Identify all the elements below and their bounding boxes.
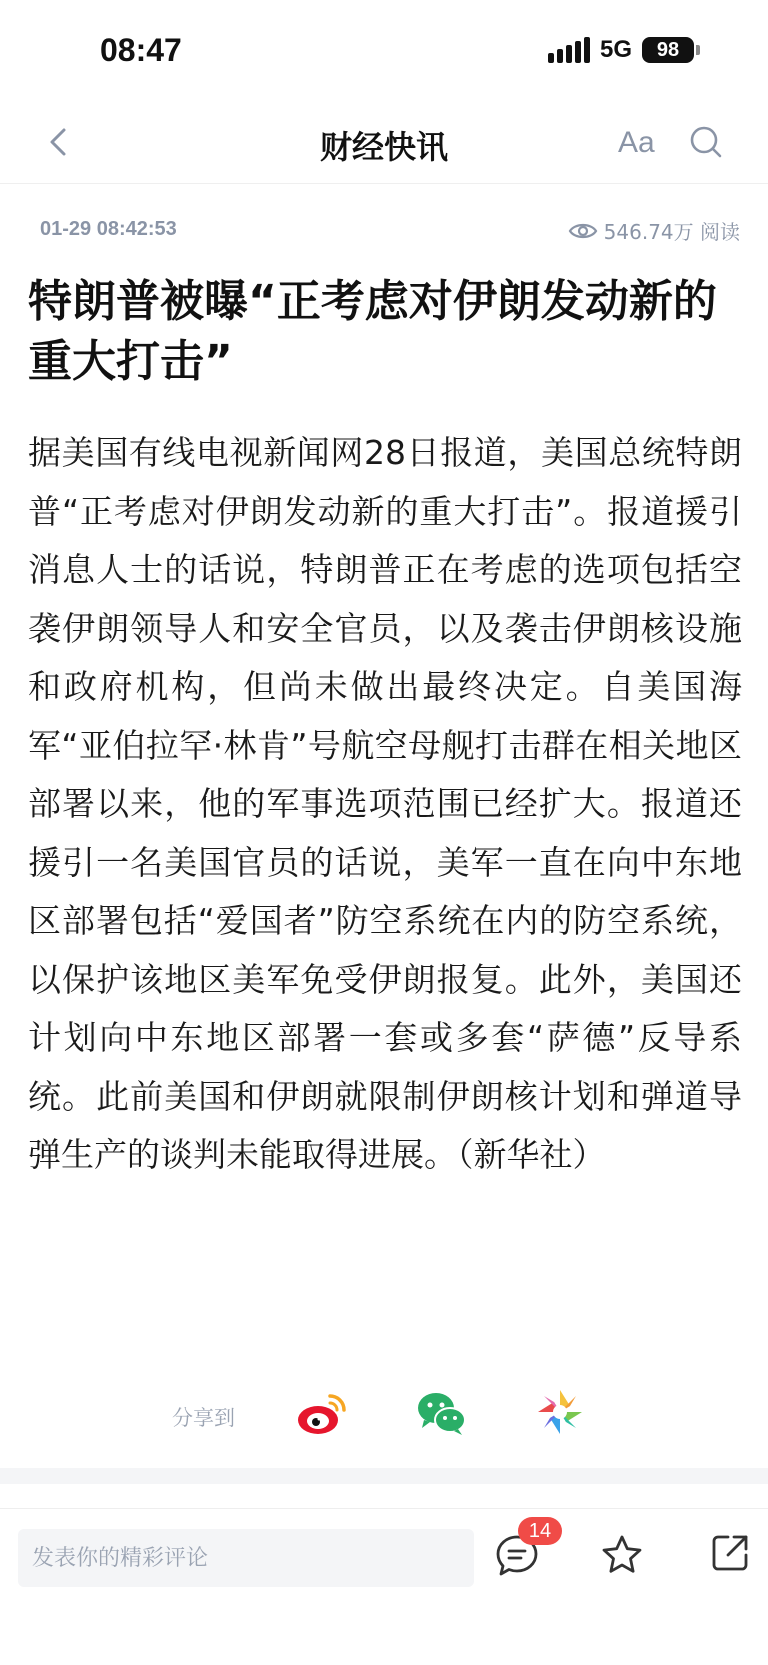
battery-icon [642, 37, 700, 63]
font-size-button[interactable]: Aa [618, 126, 655, 159]
eye-icon [568, 219, 598, 243]
battery-level: 98 [642, 37, 694, 63]
status-time: 08:47 [100, 32, 182, 68]
comment-input[interactable] [18, 1529, 474, 1587]
comment-count-badge: 14 [518, 1517, 562, 1545]
view-count [568, 216, 740, 245]
weibo-icon[interactable] [296, 1390, 348, 1438]
publish-time: 01-29 08:42:53 [40, 218, 177, 240]
view-count-label: 546.74万 阅读 [603, 220, 740, 244]
signal-icon [548, 37, 590, 63]
network-label: 5G [599, 36, 632, 63]
share-icon[interactable] [708, 1531, 752, 1575]
search-icon[interactable] [688, 124, 724, 160]
article-meta [40, 214, 740, 248]
share-label: 分享到 [172, 1406, 235, 1430]
bottom-bar [0, 1508, 768, 1665]
moments-icon[interactable] [536, 1388, 584, 1436]
page-title: 财经快讯 [319, 128, 448, 166]
star-icon[interactable] [600, 1533, 644, 1577]
article-body: 据美国有线电视新闻网28日报道，美国总统特朗普“正考虑对伊朗发动新的重大打击”。报道援引消息人士的话说，特朗普正在考虑的选项包括空袭伊朗领导人和安全官员，以及袭击伊朗核设施和政府机构，但尚未做出最终决定。自美国海军“亚伯拉罕·林肯”号航空母舰打击群在相关地区部署以来，他的军事选项范围已经扩大。报道还援引一名美国官员的话说，美军一直在向中东地区部署包括“爱国者”防空系统在内的防空系统，以保护该地区美军免受伊朗报复。此外，美国还计划向中东地区部署一套或多套“萨德”反导系统。此前美国和伊朗就限制伊朗核计划和弹道导弹生产的谈判未能取得进展。（新华社） [28, 433, 742, 1174]
nav-bar [0, 100, 768, 184]
section-divider [0, 1468, 768, 1484]
status-indicators [548, 36, 700, 64]
share-row [0, 1384, 768, 1444]
battery-tip [696, 45, 700, 55]
wechat-icon[interactable] [416, 1390, 468, 1438]
status-bar [0, 0, 768, 100]
article-headline: 特朗普被曝“正考虑对伊朗发动新的重大打击” [28, 276, 717, 387]
